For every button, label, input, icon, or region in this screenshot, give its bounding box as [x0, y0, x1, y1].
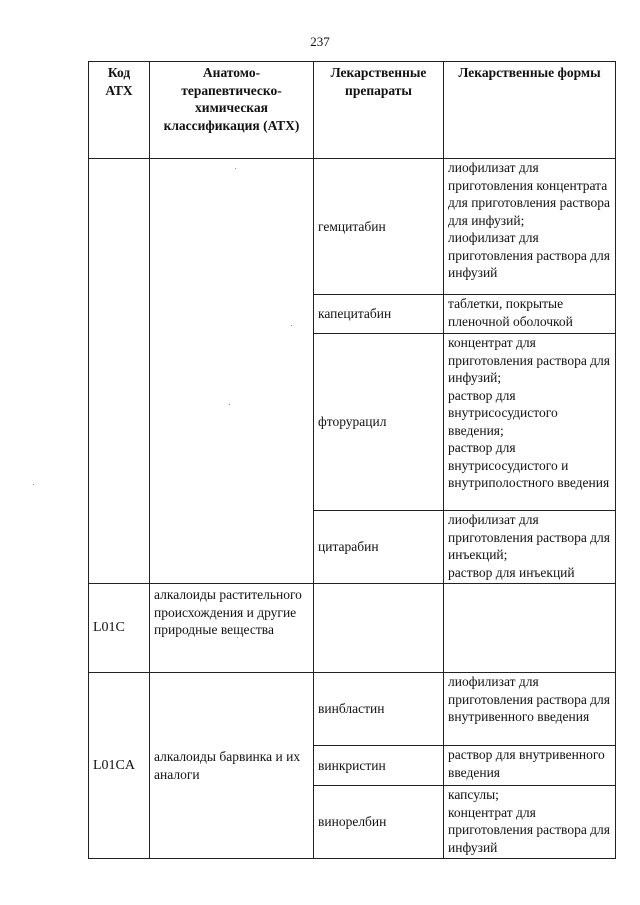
- header-dosage-forms: Лекарственные формы: [444, 62, 616, 159]
- drug-name: фторурацил: [314, 334, 444, 511]
- drug-name: винорелбин: [314, 786, 444, 859]
- dosage-forms: [444, 159, 616, 295]
- header-atc-classification: Анатомо-терапевтическо-химическая классификация (АТХ): [150, 62, 314, 159]
- dosage-form-item: раствор для инъекций: [448, 564, 575, 580]
- dosage-form-item: лиофилизат для приготовления раствора для инъекций;: [448, 512, 610, 562]
- atc-class-name: алкалоиды барвинка и их аналоги: [150, 673, 314, 859]
- dosage-forms-empty: [444, 584, 616, 673]
- dosage-form-item: концентрат для приготовления раствора для инфузий;: [448, 335, 610, 385]
- atc-class-name: алкалоиды растительного происхождения и другие природные вещества: [150, 584, 314, 673]
- dosage-form-item: лиофилизат для приготовления концентрата для приготовления раствора для инфузий;: [448, 160, 610, 228]
- dosage-form-item: таблетки, покрытые пленочной оболочкой: [448, 296, 573, 329]
- scan-speck: [229, 404, 230, 405]
- atc-code: L01C: [89, 584, 150, 673]
- atc-code-cell: [89, 159, 150, 584]
- dosage-forms: [444, 746, 616, 786]
- drug-name: винбластин: [314, 673, 444, 746]
- scan-speck: [33, 484, 34, 485]
- drug-name: винкристин: [314, 746, 444, 786]
- scan-speck: [237, 637, 238, 638]
- dosage-form-item: раствор для внутрисосудистого введения;: [448, 387, 558, 438]
- drug-name: капецитабин: [314, 295, 444, 334]
- table-row: [89, 584, 616, 673]
- table-row: [89, 673, 616, 746]
- dosage-forms: [444, 673, 616, 746]
- dosage-forms: [444, 295, 616, 334]
- header-atc-code: Код АТХ: [89, 62, 150, 159]
- dosage-form-item: раствор для внутрисосудистого и внутриполостного введения: [448, 440, 610, 490]
- header-drugs: Лекарственные препараты: [314, 62, 444, 159]
- dosage-form-item: лиофилизат для приготовления раствора для внутривенного введения: [448, 674, 610, 724]
- dosage-form-item: раствор для внутривенного введения: [448, 747, 605, 780]
- atc-class-cell: [150, 159, 314, 584]
- dosage-forms: [444, 511, 616, 584]
- page-number: 237: [310, 34, 330, 49]
- scan-speck: [235, 168, 236, 169]
- dosage-forms: [444, 334, 616, 511]
- drug-name-empty: [314, 584, 444, 673]
- drug-name: цитарабин: [314, 511, 444, 584]
- table-row: [89, 159, 616, 295]
- dosage-form-item: капсулы;: [448, 787, 499, 802]
- atc-code: L01CA: [89, 673, 150, 859]
- dosage-forms: [444, 786, 616, 859]
- dosage-form-item: концентрат для приготовления раствора для инфузий: [448, 804, 610, 855]
- scan-speck: [291, 325, 292, 326]
- drug-name: гемцитабин: [314, 159, 444, 295]
- dosage-form-item: лиофилизат для приготовления раствора для инфузий: [448, 230, 610, 280]
- table-header-row: [89, 62, 616, 159]
- atc-table: [88, 61, 616, 859]
